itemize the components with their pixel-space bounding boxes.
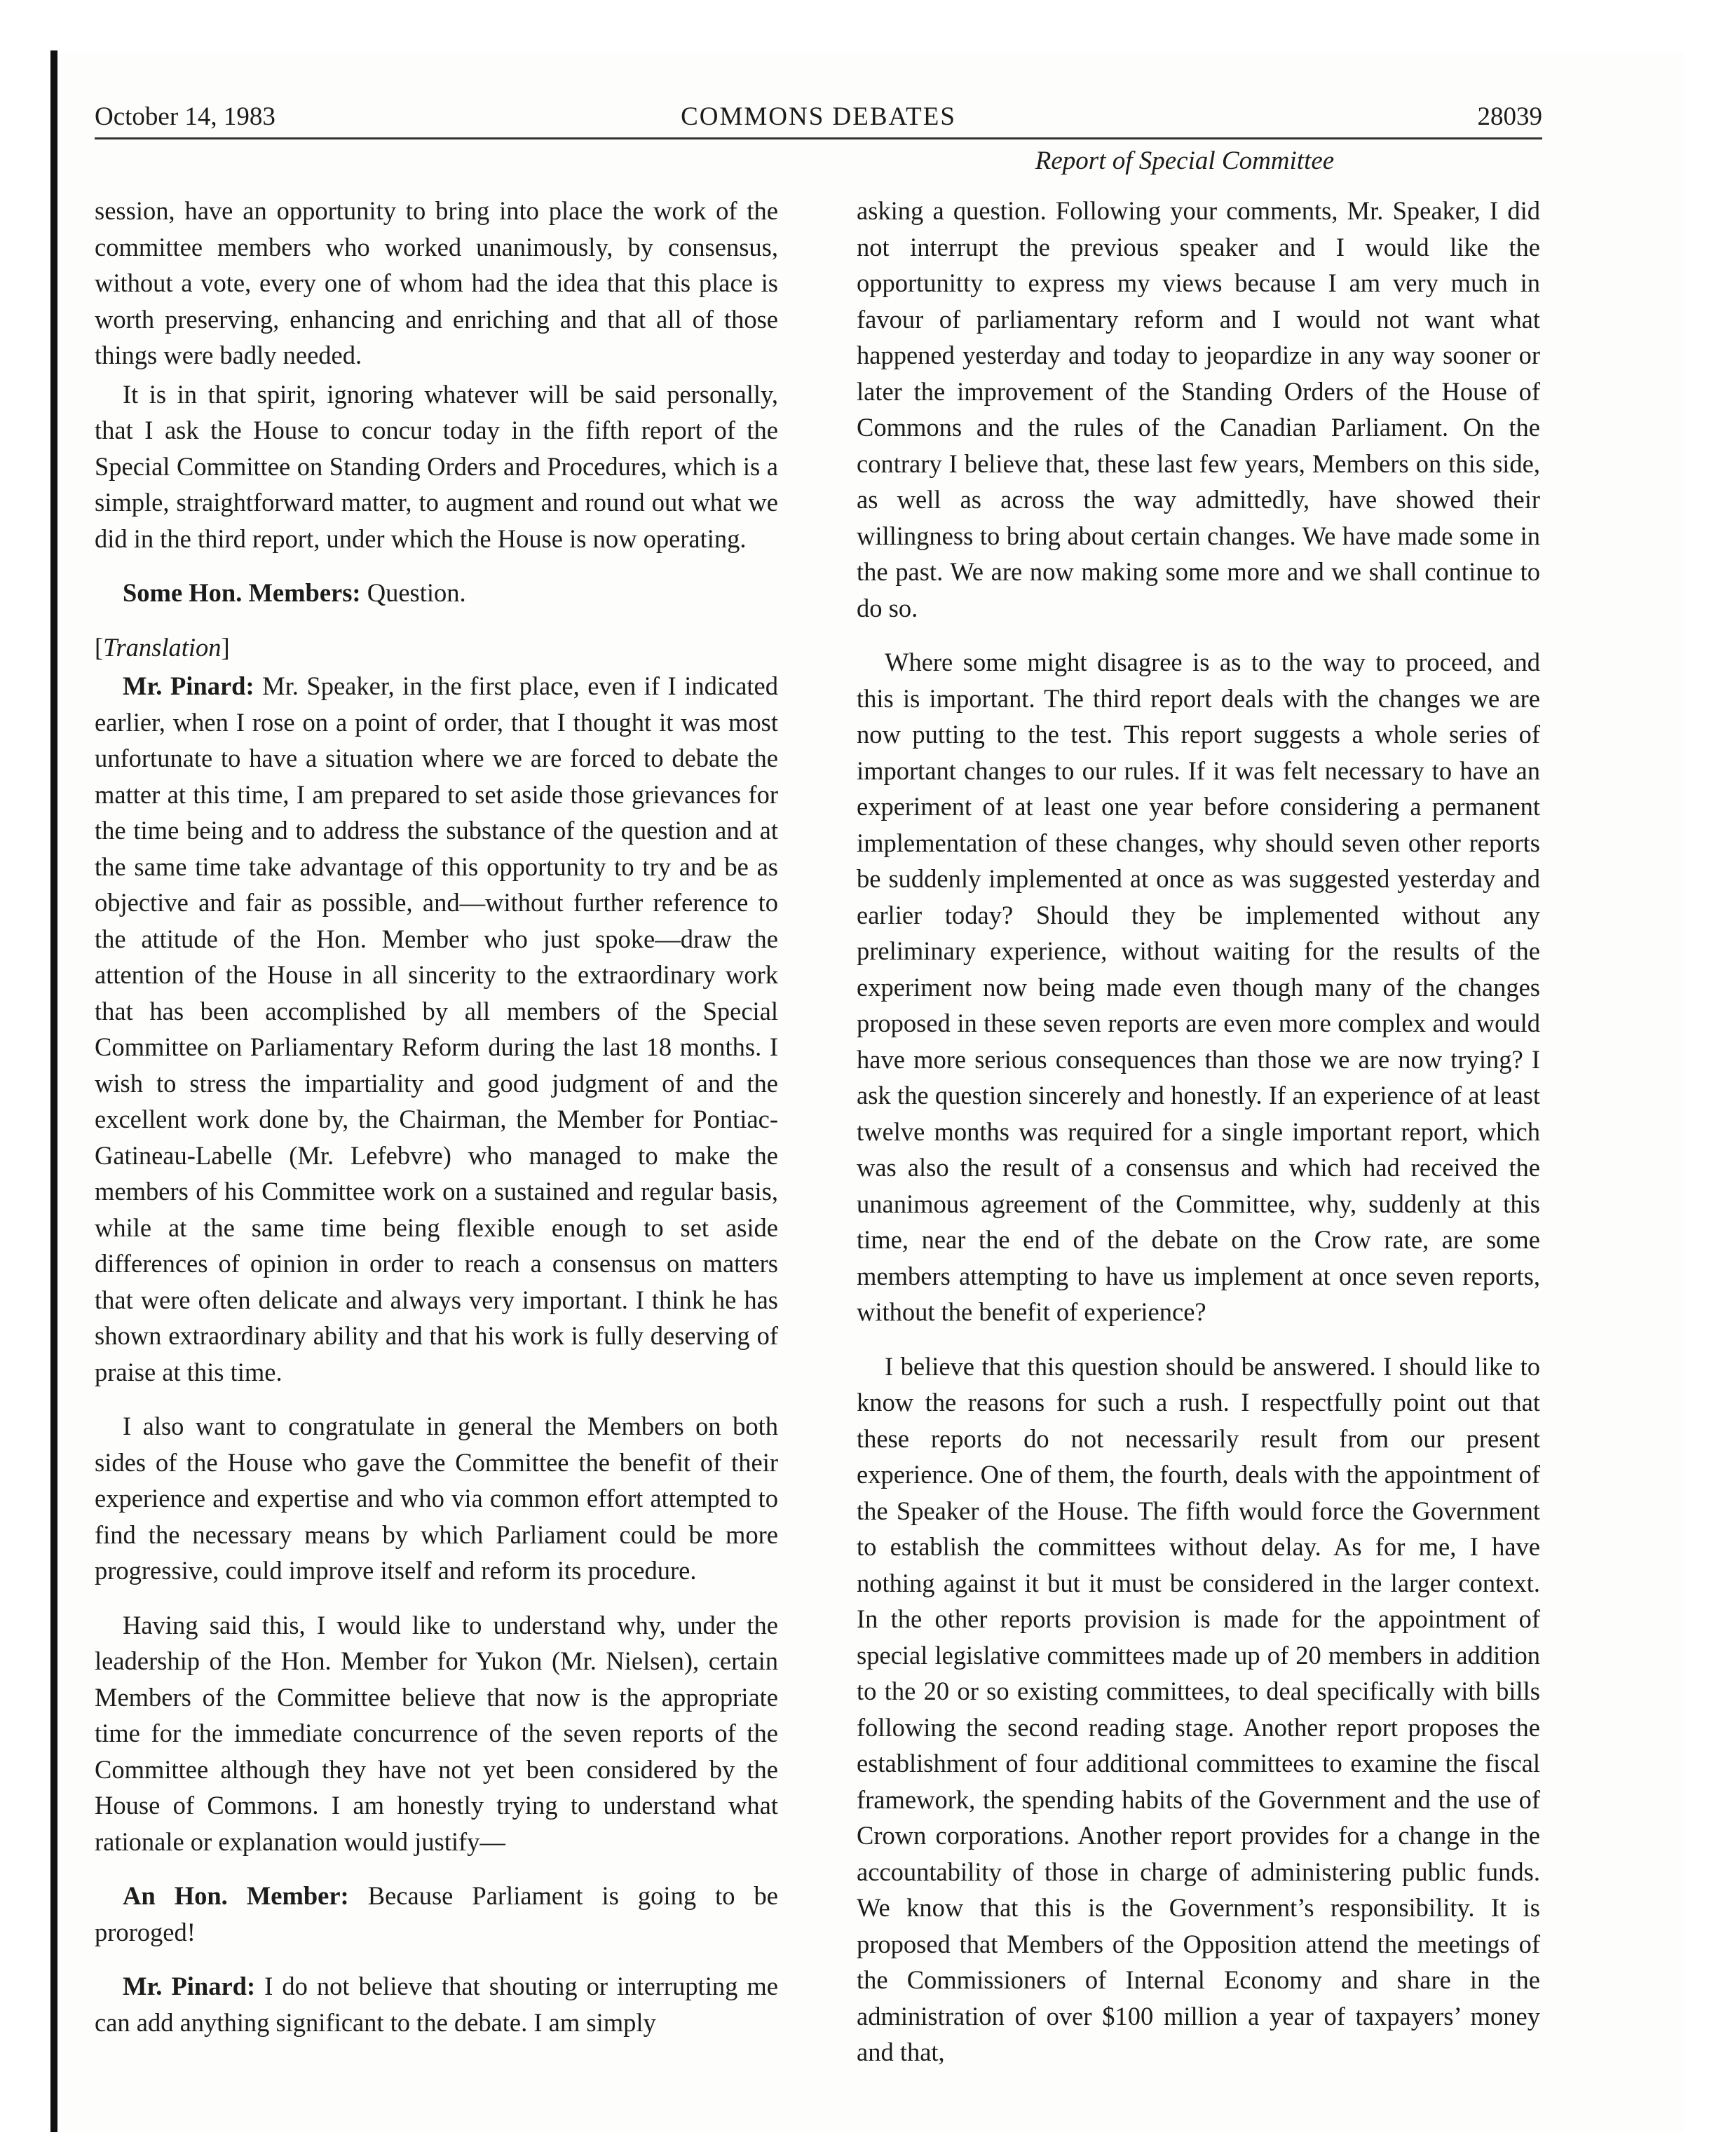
paragraph: I believe that this question should be answered. I should like to know the reasons for such a rush. I respectfully point out that these reports do not necessarily result from our present experience. One of them, the fourth, deals with the appointment of the Speaker of the House. The fifth would force the Government to establish the committees without delay. As for me, I have nothing against it but it must be considered in the larger context. In the other reports provision is made for the appointment of special legislative committees made up of 20 members in addition to the 20 or so existing committees, to deal specifically with bills following the second reading stage. Another report proposes the establishment of four additional committees to examine the fiscal framework, the spending habits of the Government and the use of Crown corporations. Another report provides for a change in the accountability of those in charge of administering public funds. We know that this is the Government’s responsibility. It is proposed that Members of the Opposition attend the meetings of the Commissioners of Internal Economy and share in the administration of over $100 million a year of taxpayers’ money and that,: [857, 1351, 1540, 2066]
speech-paragraph: [95, 668, 778, 1390]
header-title: COMMONS DEBATES: [681, 102, 956, 131]
speech-paragraph: [95, 1968, 778, 2040]
paragraph: Where some might disagree is as to the way to proceed, and this is important. The third report deals with the changes we are now putting to the test. This report suggests a whole series of important changes to our rules. If it was felt necessary to have an experiment of at least one year before considering a permanent implementation of these changes, why should seven other reports be suddenly implemented at once as was suggested yesterday and earlier today? Should they be implemented without any preliminary experience, without waiting for the results of the experiment now being made even though many of the changes proposed in these seven reports are even more complex and would have more serious consequences than those we are now trying? I ask the question sincerely and honestly. If an experience of at least twelve months was required for a single important report, which was also the result of a consensus and which had received the unanimous agreement of the Committee, why, suddenly at this time, near the end of the debate on the Crow rate, are some members attempting to have us implement at once seven reports, without the benefit of experience?: [857, 648, 1540, 1326]
speaker-name: Mr. Pinard:: [123, 671, 254, 700]
speech-paragraph: [95, 575, 778, 611]
speech-text: Question.: [360, 578, 466, 607]
left-column: [95, 193, 778, 2040]
speech-text: Because Parliament is going to be proroged!: [95, 1881, 778, 1946]
speech-text: I do not believe that shouting or interrupting me can add anything significant to the debate. I am simply: [95, 1972, 778, 2037]
header-date: October 14, 1983: [95, 102, 275, 131]
section-title: Report of Special Committee: [1035, 146, 1335, 175]
speech-paragraph: [95, 1878, 778, 1950]
translation-label: Translation: [103, 632, 222, 662]
speaker-name: Mr. Pinard:: [123, 1972, 256, 2000]
header-page-number: 28039: [1477, 102, 1542, 131]
scan-edge: [50, 50, 57, 2132]
speaker-name: An Hon. Member:: [123, 1881, 349, 1910]
running-head: [95, 95, 1542, 139]
paragraph: It is in that spirit, ignoring whatever will be said personally, that I ask the House to concur today in the fifth report of the Special Committee on Standing Orders and Procedures, which is a simple, straightforward matter, to augment and round out what we did in the third report, under which the House is now operating.: [95, 379, 778, 553]
paragraph: session, have an opportunity to bring into place the work of the committee members who worked unanimously, by consensus, without a vote, every one of whom had the idea that this place is worth preserving, enhancing and enriching and that all of those things were badly needed.: [95, 196, 778, 369]
translation-marker: [Translation]: [95, 632, 230, 662]
right-column: [857, 193, 1540, 2070]
paragraph: I also want to congratulate in general the Members on both sides of the House who gave the Committee the benefit of their experience and expertise and who via common effort attempted to find the necessary means by which Parliament could be more progressive, could improve itself and reform its procedure.: [95, 1412, 778, 1585]
paragraph: asking a question. Following your comments, Mr. Speaker, I did not interrupt the previous speaker and I would like the opportunitty to express my views because I am very much in favour of parliamentary reform and I would not want what happened yesterday and today to jeopardize in any way sooner or later the improvement of the Standing Orders of the House of Commons and the rules of the Canadian Parliament. On the contrary I believe that, these last few years, Members on this side, as well as across the way admittedly, have showed their willingness to bring about certain changes. We have made some in the past. We are now making some more and we shall continue to do so.: [857, 196, 1540, 622]
paragraph: Having said this, I would like to understand why, under the leadership of the Hon. Member for Yukon (Mr. Nielsen), certain Members of the Committee believe that now is the appropriate time for the immediate concurrence of the seven reports of the Committee although they have not yet been considered by the House of Commons. I am honestly trying to understand what rationale or explanation would justify—: [95, 1610, 778, 1856]
speaker-name: Some Hon. Members:: [123, 578, 361, 607]
speech-text: Mr. Speaker, in the first place, even if I indicated earlier, when I rose on a point of order, that I thought it was most unfortunate to have a situation where we are forced to debate the matter at this time, I am prepared to set aside those grievances for the time being and to address the substance of the question and at the same time take advantage of this opportunity to try and be as objective and fair as possible, and—without further reference to the attitude of the Hon. Member who just spoke—draw the attention of the House in all sincerity to the extraordinary work that has been accomplished by all members of the Special Committee on Parliamentary Reform during the last 18 months. I wish to stress the impartiality and good judgment of and the excellent work done by, the Chairman, the Member for Pontiac-Gatineau-Labelle (Mr. Lefebvre) who managed to make the members of his Committee work on a sustained and regular basis, while at the same time being flexible enough to set aside differences of opinion in order to reach a consensus on matters that were often delicate and always very important. I think he has shown extraordinary ability and that his work is fully deserving of praise at this time.: [95, 671, 778, 1386]
